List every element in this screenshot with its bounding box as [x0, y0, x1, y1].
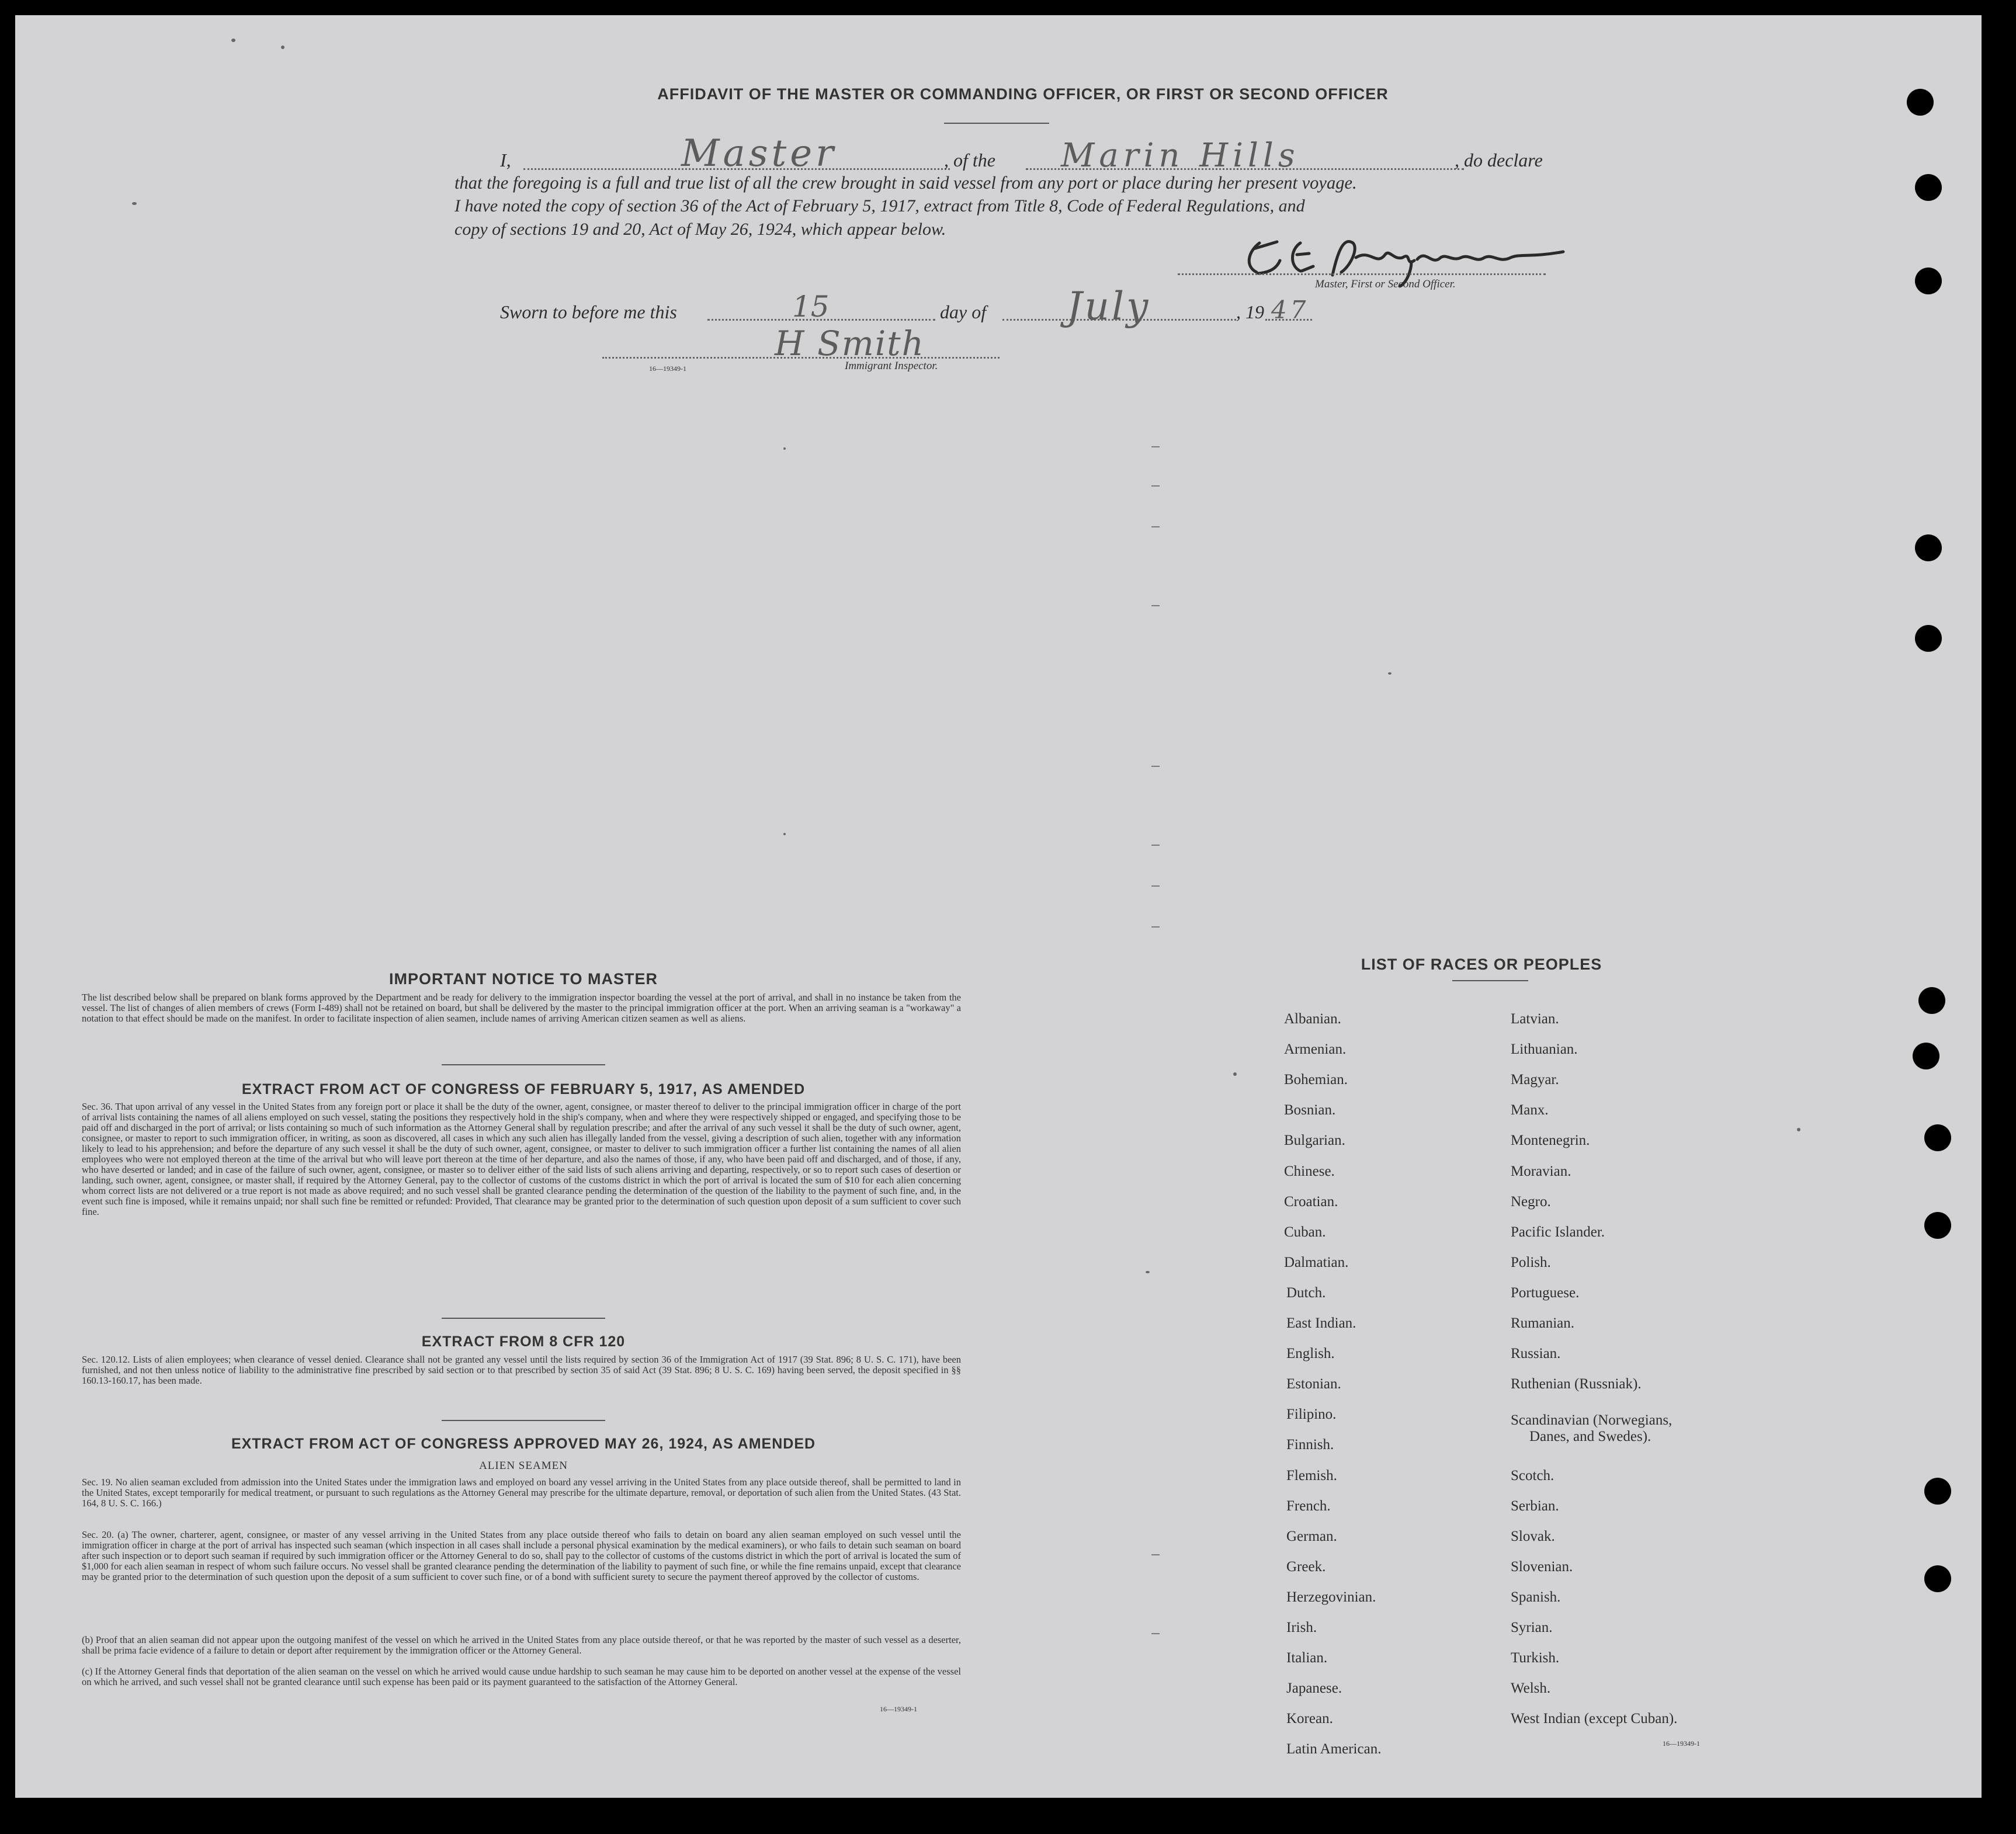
ruled-mark: [1151, 485, 1160, 487]
race-item-left: Croatian.: [1284, 1194, 1338, 1210]
speck: [783, 447, 786, 450]
race-item-left: Irish.: [1286, 1620, 1317, 1635]
punch-hole: [1924, 1565, 1951, 1592]
inspector-signature-line: [602, 357, 1000, 359]
race-item-left: Filipino.: [1286, 1406, 1337, 1422]
extract-1924-sec20c: (c) If the Attorney General finds that deportation of the alien seaman on the vessel on which he arrived would cause undue hardship to such seaman he may cause him to be deported on another vessel at the expense of the vessel on which he arrived, and such vessel shall not be granted clearance until such expense has been paid or its payment guaranteed to the satisfaction of the Attorney General.: [82, 1666, 961, 1687]
notice-rule: [442, 1064, 605, 1065]
speck: [783, 833, 786, 835]
punch-hole: [1915, 174, 1942, 201]
ruled-mark: [1151, 926, 1160, 928]
notice-text: The list described below shall be prepared on blank forms approved by the Department and be ready for delivery to the immigration inspector boarding the vessel at the port of arrival, and shall in no instance be taken from the vessel. The list of changes of alien members of crews (Form I-489) shall not be retained on board, but shall be delivered by the master to the principal immigration officer at the port. When an arriving seaman is a "workaway" a notation to that effect should be made on the manifest. In order to facilitate inspection of alien seamen, include names of arriving American citizen seamen as well as aliens.: [82, 992, 961, 1024]
race-item-left: Cuban.: [1284, 1224, 1326, 1240]
race-item-right: Russian.: [1511, 1346, 1561, 1361]
ruled-mark: [1151, 1633, 1160, 1634]
punch-hole: [1924, 1212, 1951, 1239]
punch-hole: [1915, 625, 1942, 652]
extract-cfr-text: Sec. 120.12. Lists of alien employees; when clearance of vessel denied. Clearance shall not be granted any vessel until the lists required by section 36 of the Immigration Act of 1917 (39 Stat. 896; 8 U. S. C. 171), have been furnished, and not then unless notice of liability to the administrative fine prescribed by said section or to that prescribed by section 35 of said Act (39 Stat. 896; 8 U. S. C. 169) having been served, the deposit specified in §§ 160.13-160.17, has been made.: [82, 1354, 961, 1386]
race-item-left: Estonian.: [1286, 1376, 1341, 1392]
race-item-left: Bulgarian.: [1284, 1133, 1345, 1148]
race-item-right: Lithuanian.: [1511, 1041, 1578, 1057]
race-item-left: Dutch.: [1286, 1285, 1326, 1301]
race-item-right: Rumanian.: [1511, 1315, 1575, 1331]
race-item-right: Manx.: [1511, 1102, 1549, 1118]
race-item-right: Montenegrin.: [1511, 1133, 1590, 1148]
race-item-left: Chinese.: [1284, 1163, 1335, 1179]
race-item-right: Moravian.: [1511, 1163, 1571, 1179]
races-form-number: 16—19349-1: [1663, 1739, 1700, 1748]
speck: [1388, 672, 1392, 675]
vessel-handwritten-value: Marin Hills: [1061, 137, 1300, 175]
speck: [1233, 1072, 1237, 1076]
extract-cfr-rule: [442, 1420, 605, 1421]
race-item-right: Latvian.: [1511, 1011, 1559, 1027]
race-item-left: Bosnian.: [1284, 1102, 1336, 1118]
speck: [281, 46, 284, 49]
day-of-label: day of: [940, 301, 987, 322]
races-title: LIST OF RACES OR PEOPLES: [1361, 956, 1602, 973]
race-item-left: Italian.: [1286, 1650, 1328, 1666]
race-item-right: Polish.: [1511, 1255, 1551, 1270]
extract-1924-sec19: Sec. 19. No alien seaman excluded from admission into the United States under the immigration laws and employed on board any vessel arriving in the United States from any place outside thereof, shall be permitted to land in the United States, except temporarily for medical treatment, or pursuant to such regulations as the Attorney General may prescribe for the ultimate departure, removal, or deportation of such alien from the United States. (43 Stat. 164, 8 U. S. C. 166.): [82, 1477, 961, 1509]
speck: [231, 39, 235, 42]
extract-1917-text: Sec. 36. That upon arrival of any vessel in the United States from any foreign port or place it shall be the duty of the owner, agent, consignee, or master thereof to deliver to the principal immigration officer in charge of the port of arrival lists containing the names of all aliens employed on such vessel, stating the positions they respectively hold in the ship's company, when and where they were respectively shipped or engaged, and specifying those to be paid off and discharged in the port of arrival; or lists containing so much of such information as the Attorney General shall by regulation prescribe; and after the arrival of any such vessel it shall be the duty of such owner, agent, consignee, or master to report to such immigration officer, in writing, as soon as discovered, all cases in which any such alien has illegally landed from the vessel, giving a description of such alien, together with any information likely to lead to his apprehension; and before the departure of any such vessel it shall be the duty of such owner, agent, consignee, or master to deliver to such immigration officer a further list containing the names of all alien employees who were not employed thereon at the time of the arrival but who will leave port thereon at the time of her departure, and also the names of those, if any, who have been paid off and discharged, and of those, if any, who have deserted or landed; and in case of the failure of such owner, agent, consignee, or master so to deliver either of the said lists of such aliens arriving and departing, respectively, or so to report such cases of desertion or landing, such owner, agent, consignee, or master shall, if required by the Attorney General, pay to the collector of customs of the customs district in which the port of arrival is located the sum of $10 for each alien concerning whom correct lists are not delivered or a true report is not made as above required; and no such vessel shall be granted clearance pending the determination of the question of the liability to the payment of such fine, and, in the event such fine is imposed, while it remains unpaid; nor shall such fine be remitted or refunded: Provided, That clearance may be granted prior to the determination of such question upon deposit of a sum sufficient to cover such fine.: [82, 1101, 961, 1217]
speck: [1146, 1271, 1150, 1273]
race-item-left: East Indian.: [1286, 1315, 1356, 1331]
extract-1924-title: EXTRACT FROM ACT OF CONGRESS APPROVED MAY 26, 1924, AS AMENDED: [231, 1436, 816, 1452]
race-item-right: Welsh.: [1511, 1680, 1551, 1696]
race-item-left: French.: [1286, 1498, 1331, 1514]
race-item-right: Turkish.: [1511, 1650, 1560, 1666]
extract-1917-title: EXTRACT FROM ACT OF CONGRESS OF FEBRUARY 5, 1917, AS AMENDED: [241, 1081, 806, 1097]
punch-hole: [1924, 1478, 1951, 1505]
affidavit-line-4: copy of sections 19 and 20, Act of May 26, 1924, which appear below.: [454, 220, 946, 239]
race-item-left: Greek.: [1286, 1559, 1326, 1575]
day-handwritten-value: 15: [792, 290, 830, 324]
affidavit-line-2: that the foregoing is a full and true list of all the crew brought in said vessel from any port or place during her present voyage.: [454, 173, 1357, 193]
race-item-right: Magyar.: [1511, 1072, 1559, 1088]
race-item-right: Pacific Islander.: [1511, 1224, 1605, 1240]
month-handwritten-value: July: [1067, 284, 1151, 329]
race-item-left: Albanian.: [1284, 1011, 1341, 1027]
punch-hole: [1907, 89, 1934, 116]
punch-hole: [1913, 1043, 1939, 1069]
sworn-label: Sworn to before me this: [500, 301, 677, 322]
race-item-right: Danes, and Swedes).: [1529, 1429, 1651, 1444]
ruled-mark: [1151, 1554, 1160, 1555]
ruled-mark: [1151, 526, 1160, 527]
race-item-left: Dalmatian.: [1284, 1255, 1349, 1270]
i-label: I,: [500, 150, 511, 171]
inspector-signature: H Smith: [775, 324, 925, 363]
race-item-right: Ruthenian (Russniak).: [1511, 1376, 1642, 1392]
affidavit-form-number: 16—19349-1: [649, 364, 686, 373]
affidavit-title: AFFIDAVIT OF THE MASTER OR COMMANDING OFFICER, OR FIRST OR SECOND OFFICER: [657, 85, 1389, 103]
extract-1924-sec20a: Sec. 20. (a) The owner, charterer, agent, consignee, or master of any vessel arriving in the United States from any place outside thereof who fails to detain on board any alien seaman employed on such vessel until the immigration officer in charge at the port of arrival has inspected such seaman (which inspection in all cases shall include a personal physical examination by the medical examiners), or who fails to detain such seaman on board after such inspection or to deport such seaman if required by such immigration officer or the Attorney General to do so, shall pay to the collector of customs of the customs district in which the port of arrival is located the sum of $1,000 for each alien seaman in respect of whom such failure occurs. No vessel shall be granted clearance pending the determination of the liability to payment of such fine, or while the fine remains unpaid, except that clearance may be granted prior to the determination of such question upon the deposit of a sum sufficient to cover such fine, or of a bond with sufficient surety to secure the payment thereof approved by the collector of customs.: [82, 1529, 961, 1582]
races-title-rule: [1452, 980, 1528, 981]
extract-1917-rule: [442, 1318, 605, 1319]
punch-hole: [1918, 987, 1945, 1014]
punch-hole: [1915, 534, 1942, 561]
ruled-mark: [1151, 845, 1160, 846]
race-item-right: Scotch.: [1511, 1468, 1554, 1484]
race-item-left: Japanese.: [1286, 1680, 1342, 1696]
year-prefix: , 19: [1236, 301, 1264, 322]
race-item-left: Herzegovinian.: [1286, 1589, 1376, 1605]
race-item-left: Korean.: [1286, 1711, 1333, 1727]
inspector-caption: Immigrant Inspector.: [845, 360, 938, 372]
declare-label: , do declare: [1455, 150, 1543, 171]
race-item-right: Syrian.: [1511, 1620, 1553, 1635]
punch-hole: [1915, 268, 1942, 294]
extract-1924-sec20b: (b) Proof that an alien seaman did not appear upon the outgoing manifest of the vessel on which he arrived in the United States from any place outside thereof, or that he was reported by the master of such vessel as a deserter, shall be prima facie evidence of a failure to detain or deport after requirement by the immigration officer or the Attorney General.: [82, 1634, 961, 1656]
race-item-right: Scandinavian (Norwegians,: [1511, 1412, 1673, 1428]
alien-seamen-subtitle: ALIEN SEAMEN: [479, 1460, 568, 1472]
form-page: [15, 15, 1982, 1798]
speck: [1797, 1128, 1800, 1131]
race-item-left: English.: [1286, 1346, 1335, 1361]
speck: [132, 202, 137, 205]
ruled-mark: [1151, 446, 1160, 447]
race-item-right: Slovak.: [1511, 1529, 1555, 1544]
race-item-left: Bohemian.: [1284, 1072, 1348, 1088]
extract-1924-form-number: 16—19349-1: [880, 1705, 917, 1713]
race-item-right: West Indian (except Cuban).: [1511, 1711, 1678, 1727]
affidavit-line-3: I have noted the copy of section 36 of the Act of February 5, 1917, extract from Title 8, Code of Federal Regulations, and: [454, 196, 1305, 216]
i-handwritten-value: Master: [681, 132, 837, 175]
race-item-left: German.: [1286, 1529, 1337, 1544]
year-handwritten-value: 47: [1271, 296, 1310, 324]
race-item-right: Slovenian.: [1511, 1559, 1573, 1575]
ruled-mark: [1151, 766, 1160, 767]
ruled-mark: [1151, 885, 1160, 887]
race-item-right: Spanish.: [1511, 1589, 1561, 1605]
ruled-mark: [1151, 605, 1160, 606]
officer-signature-line: [1178, 273, 1546, 275]
race-item-left: Armenian.: [1284, 1041, 1347, 1057]
race-item-left: Flemish.: [1286, 1468, 1337, 1484]
punch-hole: [1924, 1124, 1951, 1151]
race-item-left: Finnish.: [1286, 1437, 1334, 1453]
extract-cfr-title: EXTRACT FROM 8 CFR 120: [421, 1333, 626, 1350]
affidavit-title-rule: [944, 123, 1049, 124]
notice-title: IMPORTANT NOTICE TO MASTER: [389, 970, 658, 988]
of-the-label: , of the: [944, 150, 995, 171]
officer-caption: Master, First or Second Officer.: [1315, 278, 1456, 290]
race-item-right: Negro.: [1511, 1194, 1551, 1210]
race-item-right: Serbian.: [1511, 1498, 1559, 1514]
race-item-left: Latin American.: [1286, 1741, 1382, 1757]
race-item-right: Portuguese.: [1511, 1285, 1580, 1301]
